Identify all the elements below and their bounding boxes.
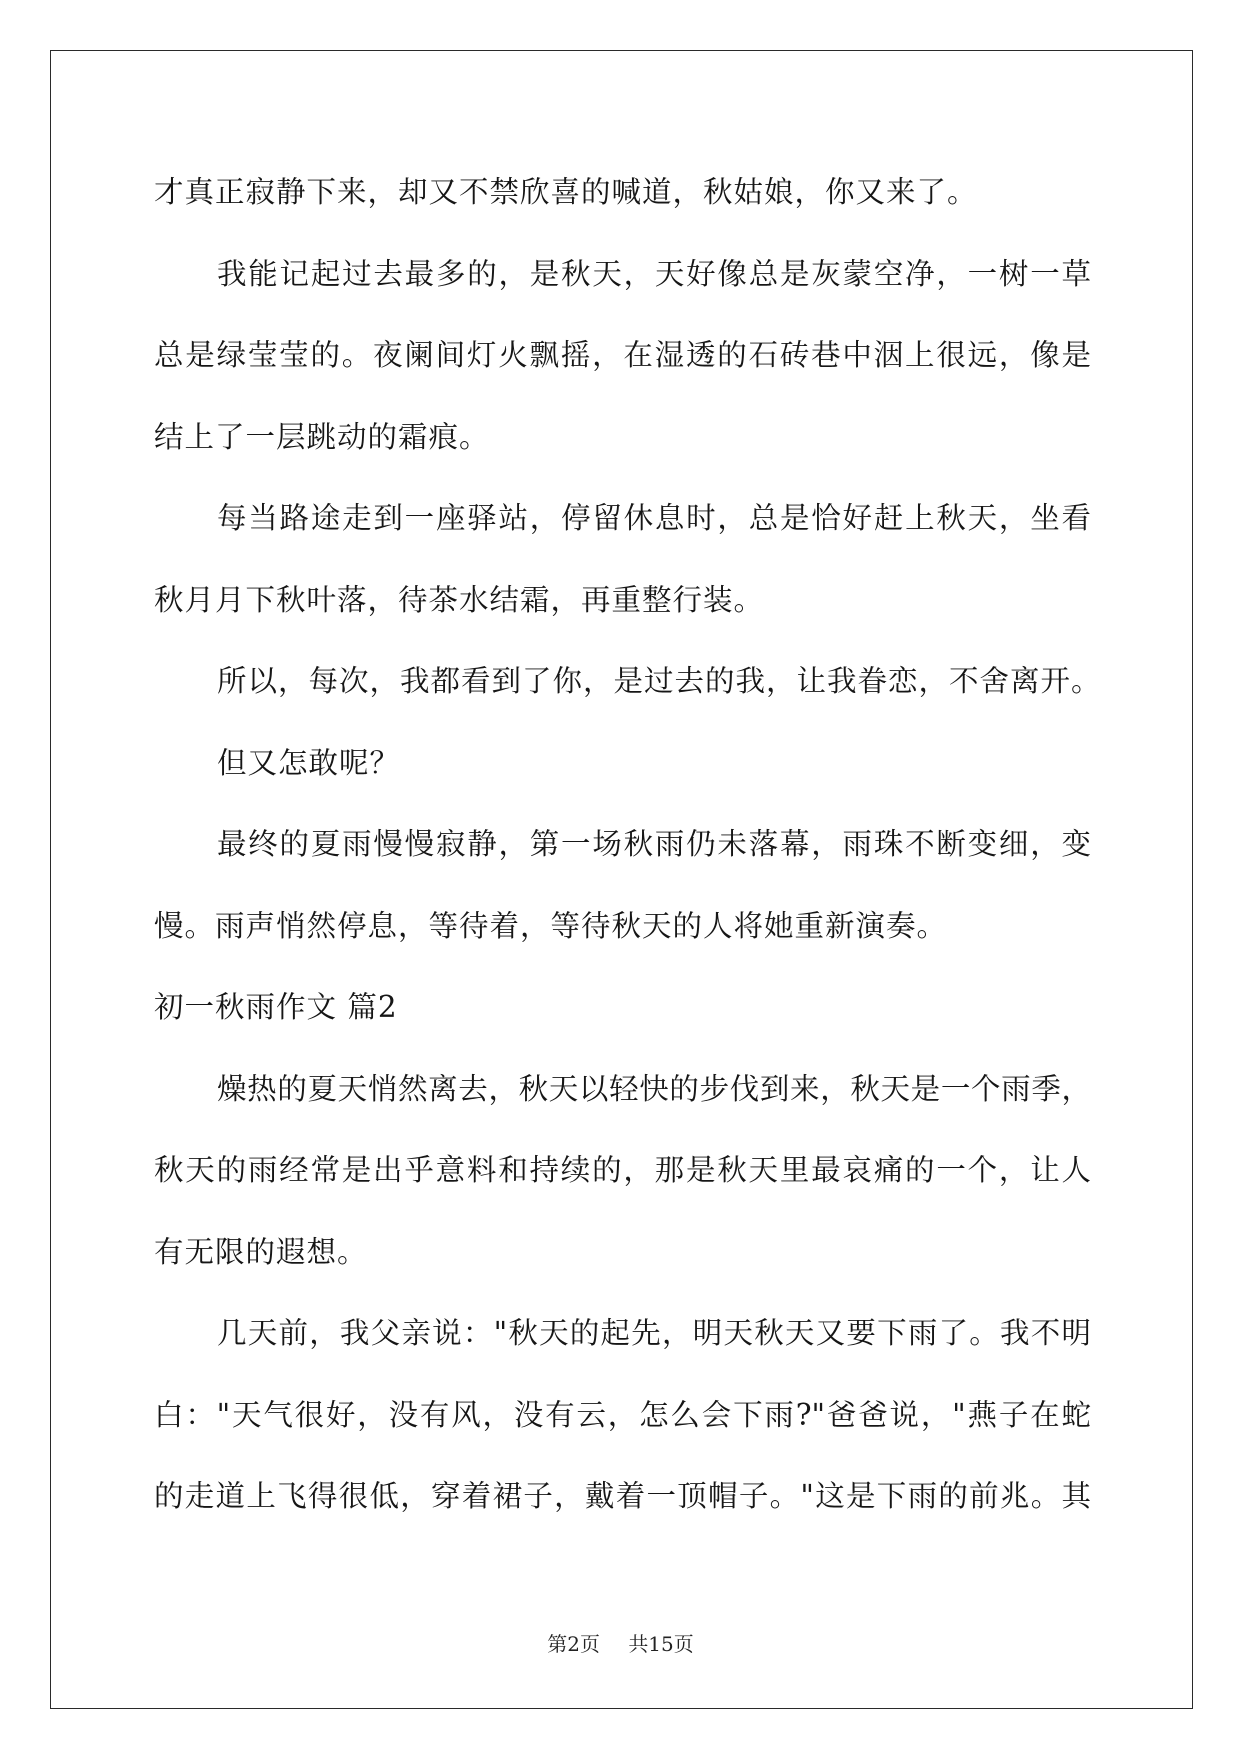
text-line: 但又怎敢呢？ [217, 745, 401, 780]
paragraph [154, 152, 1091, 234]
text-line: 秋天的雨经常是出乎意料和持续的，那是秋天里最哀痛的一个，让人 [154, 1153, 1091, 1187]
paragraph [154, 723, 1091, 805]
text-line: 慢。雨声悄然停息，等待着，等待秋天的人将她重新演奏。 [154, 908, 948, 943]
text-line: 我能记起过去最多的，是秋天，天好像总是灰蒙空净，一树一草 [217, 256, 1091, 291]
paragraph [154, 804, 1091, 967]
paragraph [154, 234, 1091, 479]
section-heading [154, 967, 1091, 1049]
text-line: 总是绿莹莹的。夜阑间灯火飘摇，在湿透的石砖巷中洇上很远，像是 [154, 338, 1091, 372]
text-line: 秋月月下秋叶落，待茶水结霜，再重整行装。 [154, 582, 765, 617]
text-line: 几天前，我父亲说："秋天的起先，明天秋天又要下雨了。我不明 [217, 1316, 1091, 1350]
page-number: 第2页 [547, 1632, 600, 1656]
text-line: 每当路途走到一座驿站，停留休息时，总是恰好赶上秋天，坐看 [217, 501, 1091, 535]
paragraph [154, 1293, 1091, 1538]
section-heading-text: 初一秋雨作文 篇2 [154, 990, 398, 1024]
page-footer [0, 1630, 1241, 1658]
text-line: 结上了一层跳动的霜痕。 [154, 419, 490, 454]
text-line: 的走道上飞得很低，穿着裙子，戴着一顶帽子。"这是下雨的前兆。其 [154, 1479, 1091, 1513]
paragraph [154, 478, 1091, 641]
page-total: 共15页 [628, 1632, 694, 1656]
document-body [154, 152, 1102, 1538]
text-line: 最终的夏雨慢慢寂静，第一场秋雨仍未落幕，雨珠不断变细，变 [217, 827, 1091, 861]
text-line: 白："天气很好，没有风，没有云，怎么会下雨?"爸爸说，"燕子在蛇 [154, 1397, 1091, 1432]
text-line: 才真正寂静下来，却又不禁欣喜的喊道，秋姑娘，你又来了。 [154, 175, 978, 209]
text-line: 所以，每次，我都看到了你，是过去的我，让我眷恋，不舍离开。 [217, 664, 1102, 698]
paragraph [154, 1049, 1091, 1294]
text-line: 有无限的遐想。 [154, 1234, 368, 1269]
text-line: 燥热的夏天悄然离去，秋天以轻快的步伐到来，秋天是一个雨季， [217, 1071, 1091, 1106]
paragraph [154, 641, 1102, 723]
